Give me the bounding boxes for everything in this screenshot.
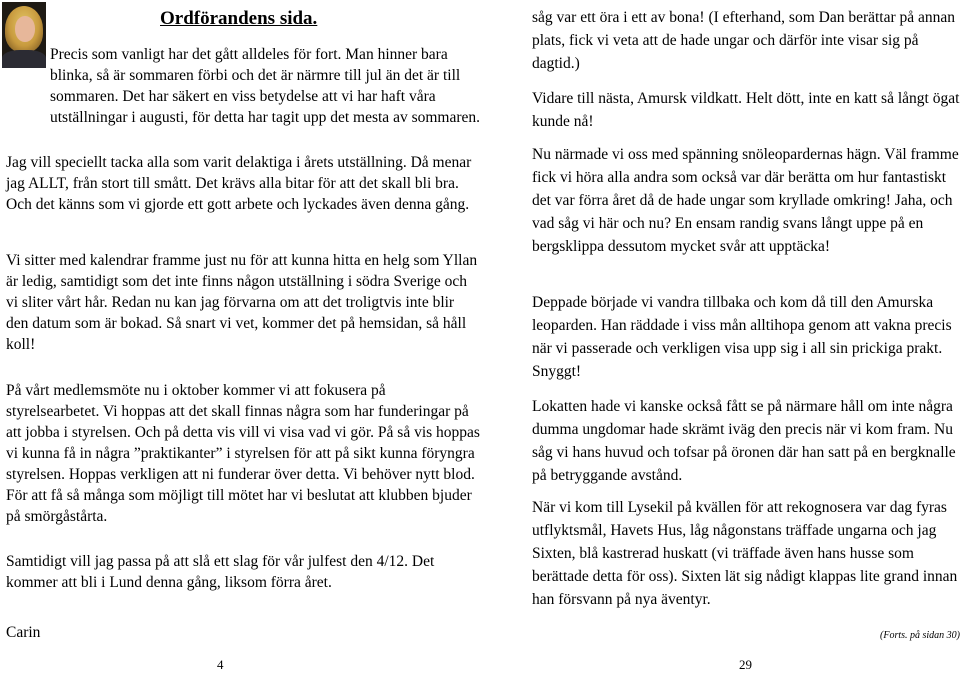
paragraph-r1: såg var ett öra i ett av bona! (I efterhand, som Dan berättar på annan plats, fick vi veta att de hade ungar och därför inte visar sig på dagtid.) <box>532 9 956 72</box>
paragraph-2: Jag vill speciellt tacka alla som varit delaktiga i årets utställning. Då menar jag ALLT, från stort till smått. Det krävs alla bitar för att det skall bli bra. Och det känns som vi gjorde ett gott arbete och lyckades även denna gång. <box>6 154 472 213</box>
photo-face <box>15 16 35 42</box>
paragraph-1: Precis som vanligt har det gått alldeles för fort. Man hinner bara blinka, så är sommaren förbi och det är närmre till jul än det är till sommaren. Det har säkert en viss betydelse att vi har haft våra utställningar i augusti, för detta har tagit upp det mesta av sommaren. <box>50 46 481 126</box>
paragraph-5: Samtidigt vill jag passa på att slå ett slag för vår julfest den 4/12. Det kommer att bli i Lund denna gång, liksom förra året. <box>6 553 435 591</box>
paragraph-r3: Nu närmade vi oss med spänning snöleopardernas hägn. Väl framme fick vi höra alla andra som också var där berätta om hur fantastiskt det var förra året då de hade ungar som kryllade omkring! Jaha, och vad såg vi här och nu? En ensam randig svans långt uppe på en bergsklippa dessutom mycket svår att upptäcka! <box>532 146 959 255</box>
page-title: Ordförandens sida. <box>160 8 318 29</box>
paragraph-4: På vårt medlemsmöte nu i oktober kommer vi att fokusera på styrelsearbetet. Vi hoppas att det skall finnas några som har funderingar på att jobba i styrelsen. Och på detta vis vill vi visa vad vi gör. På så vis hoppas vi kunna få in några ”praktikanter” i styrelsen för att på sikt kunna föryngra styrelsen. Hoppas verkligen att ni funderar över detta. Vi behöver nytt blod. För att få så många som möjligt till mötet har vi beslutat att klubben bjuder på smörgåstårta. <box>6 382 480 525</box>
paragraph-3: Vi sitter med kalendrar framme just nu för att kunna hitta en helg som Yllan är ledig, samtidigt som det inte finns någon utställning i södra Sverige och vi sliter vårt hår. Redan nu kan jag förvarna om att det troligtvis inte blir den datum som är bokad. Så snart vi vet, kommer det på hemsidan, så håll koll! <box>6 252 478 353</box>
photo-shoulders <box>2 50 46 68</box>
continued-note: (Forts. på sidan 30) <box>880 630 960 641</box>
paragraph-r6: När vi kom till Lysekil på kvällen för att rekognosera var dag fyras utflyktsmål, Havets Hus, låg någonstans träffade ungarna och jag Sixten, blå kastrerad huskatt (vi träffade även hans husse som berättade detta för oss). Sixten lät sig nådigt klappas lite grand innan han försvann på nya äventyr. <box>532 499 958 608</box>
page-number-right: 29 <box>739 657 752 672</box>
chairperson-photo <box>2 2 46 68</box>
left-page <box>0 0 480 672</box>
page-number-left: 4 <box>217 657 224 672</box>
paragraph-r4: Deppade började vi vandra tillbaka och kom då till den Amurska leoparden. Han räddade i viss mån alltihopa genom att vakna precis när vi passerade och verkligen visa upp sig i all sin prickiga prakt. Snyggt! <box>532 294 952 380</box>
paragraph-r2: Vidare till nästa, Amursk vildkatt. Helt dött, inte en katt så långt ögat kunde nå! <box>532 90 960 130</box>
right-page <box>480 0 960 672</box>
signature: Carin <box>6 624 41 641</box>
paragraph-r5: Lokatten hade vi kanske också fått se på närmare håll om inte några dumma ungdomar hade skrämt iväg den precis när vi kom fram. Nu såg vi hans huvud och tofsar på öronen där han satt på en bergknalle på betryggande avstånd. <box>532 398 956 484</box>
